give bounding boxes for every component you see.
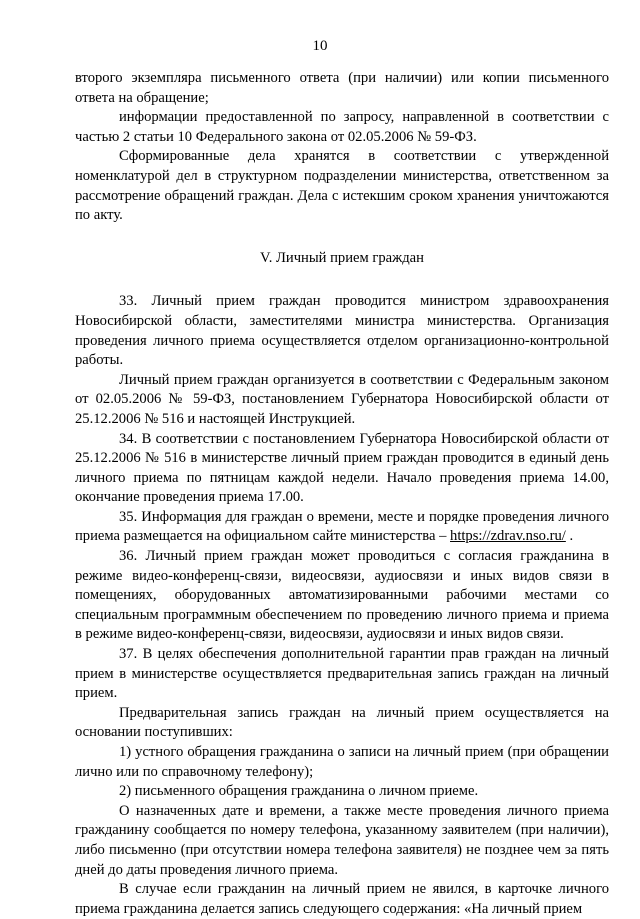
ministry-website-link[interactable]: https://zdrav.nso.ru/ bbox=[450, 528, 566, 545]
paragraph: информации предоставленной по запросу, направленной в соответствии с частью 2 статьи 10 Федерального закона от 02.05.2006 № 59-ФЗ. bbox=[75, 109, 609, 145]
paragraph: О назначенных дате и времени, а также месте проведения личного приема гражданину сообщается по номеру телефона, указанному заявителем (при наличии), либо письменно (при отсутствии номера телефона заявителя) не позднее чем за пять дней до даты проведения личного приема. bbox=[75, 802, 609, 878]
list-item: 2) письменного обращения гражданина о личном приеме. bbox=[119, 783, 479, 800]
paragraph-text: . bbox=[565, 528, 574, 545]
paragraph-36: 36. Личный прием граждан может проводиться с согласия гражданина в режиме видео-конференц-связи, видеосвязи, аудиосвязи и иных видов связи в помещениях, оборудованных автоматизированными рабочими местами со специальным программным обеспечением по проведению личного приема и приема в режиме видео-конференц-связи, видеосвязи, аудиосвязи и иных видов связи. bbox=[75, 548, 609, 643]
paragraph: Сформированные дела хранятся в соответствии с утвержденной номенклатурой дел в структурном подразделении министерства, ответственном за рассмотрение обращений граждан. Дела с истекшим сроком хранения уничтожаются по акту. bbox=[75, 148, 609, 224]
section-heading: V. Личный прием граждан bbox=[260, 249, 424, 266]
paragraph-35 bbox=[75, 508, 609, 547]
list-item: 1) устного обращения гражданина о записи на личный прием (при обращении лично или по справочному телефону); bbox=[75, 744, 609, 780]
paragraph-33: 33. Личный прием граждан проводится министром здравоохранения Новосибирской области, заместителями министра министерства. Организация проведения личного приема осуществляется отделом организационно-контрольной работы. bbox=[75, 293, 609, 369]
paragraph: Предварительная запись граждан на личный прием осуществляется на основании поступивших: bbox=[75, 704, 609, 741]
paragraph-37: 37. В целях обеспечения дополнительной гарантии прав граждан на личный прием в министерстве осуществляется предварительная запись граждан на личный прием. bbox=[75, 646, 609, 702]
paragraph: второго экземпляра письменного ответа (при наличии) или копии письменного ответа на обращение; bbox=[75, 70, 609, 106]
document-body bbox=[75, 69, 609, 919]
paragraph: Личный прием граждан организуется в соответствии с Федеральным законом от 02.05.2006 № 59-ФЗ, постановлением Губернатора Новосибирской области от 25.12.2006 № 516 и настоящей Инструкцией. bbox=[75, 371, 609, 427]
page-number: 10 bbox=[312, 38, 328, 54]
paragraph: В случае если гражданин на личный прием не явился, в карточке личного приема гражданина делается запись следующего содержания: «На личный прием bbox=[75, 881, 609, 917]
paragraph-text: 35. Информация для граждан о времени, месте и порядке проведения личного приема размещается на официальном сайте министерства – bbox=[75, 508, 609, 545]
paragraph-34: 34. В соответствии с постановлением Губернатора Новосибирской области от 25.12.2006 № 516 в министерстве личный прием граждан проводится в единый день личного приема по пятницам каждой недели. Начало проведения приема 14.00, окончание проведения приема 17.00. bbox=[75, 430, 609, 506]
